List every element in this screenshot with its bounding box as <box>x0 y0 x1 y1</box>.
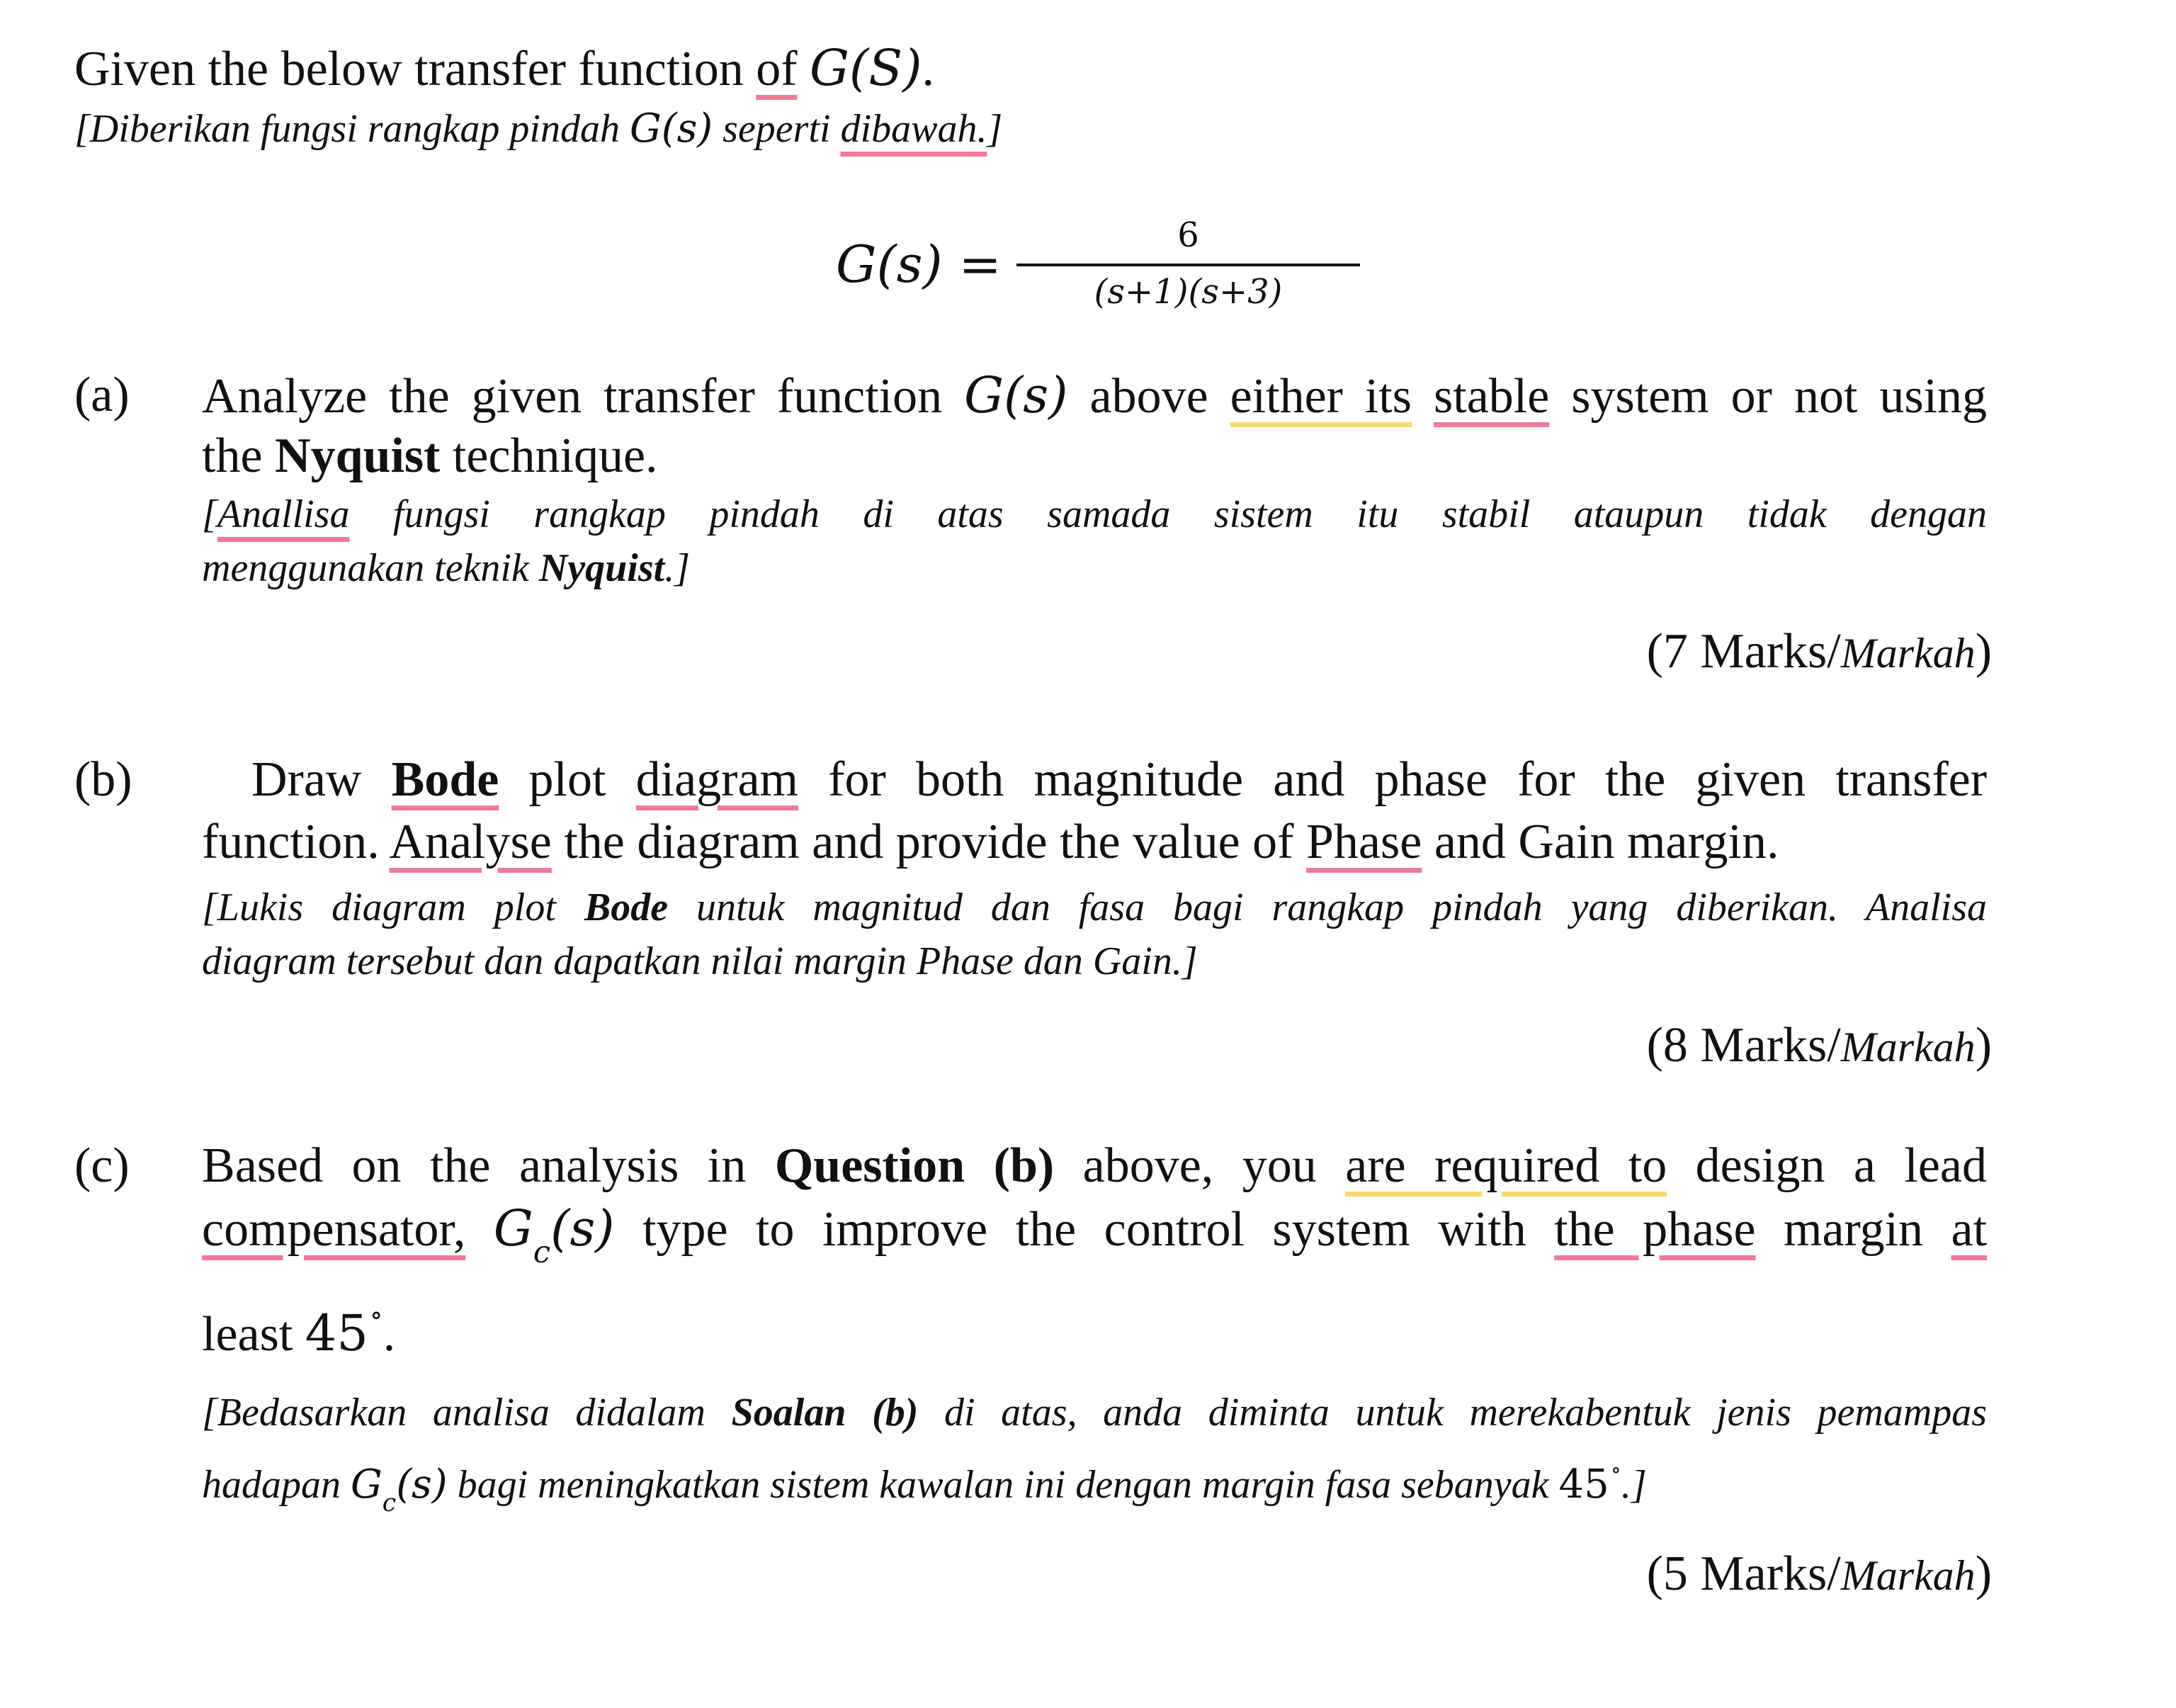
gc-subscript: c <box>382 1489 397 1518</box>
part-b-english-line-1 <box>251 749 1987 811</box>
part-a-malay-nyquist-bold: Nyquist <box>538 546 665 590</box>
part-b-marks <box>1647 1014 1992 1078</box>
part-c-at-word: at <box>1951 1202 1988 1257</box>
intro-of-word: of <box>756 42 798 96</box>
part-b-text: and Gain margin. <box>1422 815 1779 869</box>
part-c-malay-text: hadapan <box>202 1463 351 1507</box>
part-b-bode-bold: Bode <box>391 752 499 807</box>
part-a-text: Analyze the given transfer function <box>202 369 965 424</box>
marks-close: ) <box>1975 1018 1992 1073</box>
gc-s: (s) <box>396 1461 448 1508</box>
part-b-label: (b) <box>74 752 132 807</box>
intro-text: Given the below transfer function <box>74 42 756 96</box>
part-b-text: for both magnitude and phase for the given transfer <box>798 752 1988 807</box>
part-c-english-line-2 <box>202 1197 1988 1270</box>
part-c-45: 45 <box>305 1304 368 1362</box>
fraction-bar <box>1016 264 1360 266</box>
part-b-text: plot <box>499 752 636 807</box>
degree-symbol: ∘ <box>369 1299 383 1332</box>
part-c-malay-45: 45 <box>1558 1461 1609 1508</box>
part-a-malay-text: menggunakan teknik <box>202 546 539 590</box>
gc-g: G <box>351 1461 382 1508</box>
degree-symbol: ∘ <box>1610 1457 1621 1483</box>
part-c-english-line-1 <box>202 1135 1987 1197</box>
part-c-malay-text: [Bedasarkan analisa didalam <box>202 1391 732 1435</box>
part-c-text: type to improve the control system with <box>614 1202 1555 1257</box>
marks-text: (8 Marks/ <box>1646 1018 1841 1073</box>
part-a-malay-anallisa: Anallisa <box>217 492 350 536</box>
part-c-text: above, you <box>1054 1138 1346 1193</box>
part-c-malay-text: .] <box>1621 1463 1647 1507</box>
equation-denominator: (s+1)(s+3) <box>1094 272 1283 312</box>
part-c-compensator-word: compensator, <box>202 1202 466 1257</box>
part-c-space <box>465 1202 493 1257</box>
part-a-malay-line-2 <box>202 541 1987 596</box>
equation-numerator: 6 <box>1177 215 1199 255</box>
part-b-malay-bode-bold: Bode <box>584 886 669 929</box>
part-a-english-line-1 <box>202 364 1987 428</box>
part-c-text: least <box>202 1307 305 1362</box>
marks-close: ) <box>1975 624 1992 679</box>
marks-text: (5 Marks/ <box>1646 1546 1841 1601</box>
part-b-phase-word: Phase <box>1306 815 1422 869</box>
intro-malay-text: [Diberikan fungsi rangkap pindah <box>74 107 630 151</box>
intro-malay-dibawah: dibawah. <box>840 107 987 151</box>
part-c-gc-symbol <box>493 1199 615 1270</box>
intro-space <box>798 42 810 96</box>
part-c-text: Based on the analysis in <box>202 1138 775 1193</box>
part-a-nyquist-bold: Nyquist <box>275 429 441 483</box>
part-c-label: (c) <box>74 1138 130 1193</box>
part-b-malay-text: untuk magnitud dan fasa bagi rangkap pindah yang diberikan. Analisa <box>668 886 1988 929</box>
part-c-malay-text: bagi meningkatkan sistem kawalan ini dengan margin fasa sebanyak <box>447 1463 1559 1507</box>
markah-italic: Markah <box>1840 1024 1976 1070</box>
part-c-marks <box>1647 1543 1992 1607</box>
gc-subscript: c <box>533 1234 551 1270</box>
part-b-malay-text: [Lukis diagram plot <box>202 886 584 929</box>
intro-period: . <box>922 42 935 96</box>
part-a-malay-text: fungsi rangkap pindah di atas samada sistem itu stabil ataupun tidak dengan <box>349 492 1987 536</box>
part-b-text: the diagram and provide the value of <box>551 815 1306 869</box>
part-a-malay-line-1 <box>202 487 1987 542</box>
part-b-diagram-word: diagram <box>635 752 798 807</box>
part-c-english-line-3 <box>202 1299 1987 1373</box>
marks-text: (7 Marks/ <box>1646 624 1841 679</box>
part-c-the-phase: the phase <box>1554 1202 1756 1257</box>
intro-malay-mid: seperti <box>713 107 841 151</box>
part-c-malay-line-1 <box>202 1385 1987 1440</box>
part-b-malay-line-1 <box>202 880 1987 935</box>
part-a-label: (a) <box>74 368 130 422</box>
part-a-space <box>1412 369 1434 424</box>
part-c-malay-gc-symbol <box>351 1461 448 1518</box>
markah-italic: Markah <box>1840 630 1976 677</box>
part-a-text: above <box>1067 369 1230 424</box>
intro-line-english <box>74 37 2058 101</box>
part-c-question-b-bold: Question (b) <box>774 1138 1055 1193</box>
part-b-english-line-2 <box>202 811 1987 873</box>
part-a-malay-bracket: [ <box>202 492 217 536</box>
gc-s: (s) <box>550 1199 615 1257</box>
part-c-period: . <box>382 1307 396 1362</box>
part-c-malay-line-2 <box>202 1457 1987 1518</box>
part-b-malay-line-2 <box>202 934 1987 989</box>
gc-g: G <box>493 1199 533 1257</box>
intro-gs-symbol: G(S) <box>810 39 922 97</box>
markah-italic: Markah <box>1840 1552 1976 1599</box>
intro-malay-gs-symbol: G(s) <box>629 106 713 152</box>
part-c-text: margin <box>1755 1202 1951 1257</box>
part-a-gs-symbol: G(s) <box>964 366 1068 424</box>
part-a-text: the <box>202 429 276 483</box>
part-a-text: system or not using <box>1549 369 1988 424</box>
marks-close: ) <box>1975 1546 1992 1601</box>
part-a-stable-word: stable <box>1434 369 1550 424</box>
part-a-marks <box>1647 621 1992 684</box>
part-a-either-its: either its <box>1230 369 1412 424</box>
part-b-analyse-word: Analyse <box>389 815 552 869</box>
equation-lhs: G(s) = <box>836 234 1002 294</box>
intro-line-malay <box>74 101 2058 157</box>
part-c-text: design a lead <box>1667 1138 1988 1193</box>
part-a-text: technique. <box>440 429 658 483</box>
part-c-malay-text: di atas, anda diminta untuk merekabentuk jenis pemampas <box>918 1391 1988 1435</box>
part-b-text: Draw <box>251 752 392 807</box>
part-a-malay-text: .] <box>664 546 690 590</box>
part-b-malay-text: diagram tersebut dan dapatkan nilai margin Phase dan Gain.] <box>202 939 1198 983</box>
part-b-text: function. <box>202 815 390 869</box>
part-a-english-line-2 <box>202 425 1987 487</box>
part-c-are-required-to: are required to <box>1345 1138 1667 1193</box>
intro-malay-close: ] <box>987 107 1003 151</box>
part-c-malay-soalan-bold: Soalan (b) <box>731 1391 919 1435</box>
